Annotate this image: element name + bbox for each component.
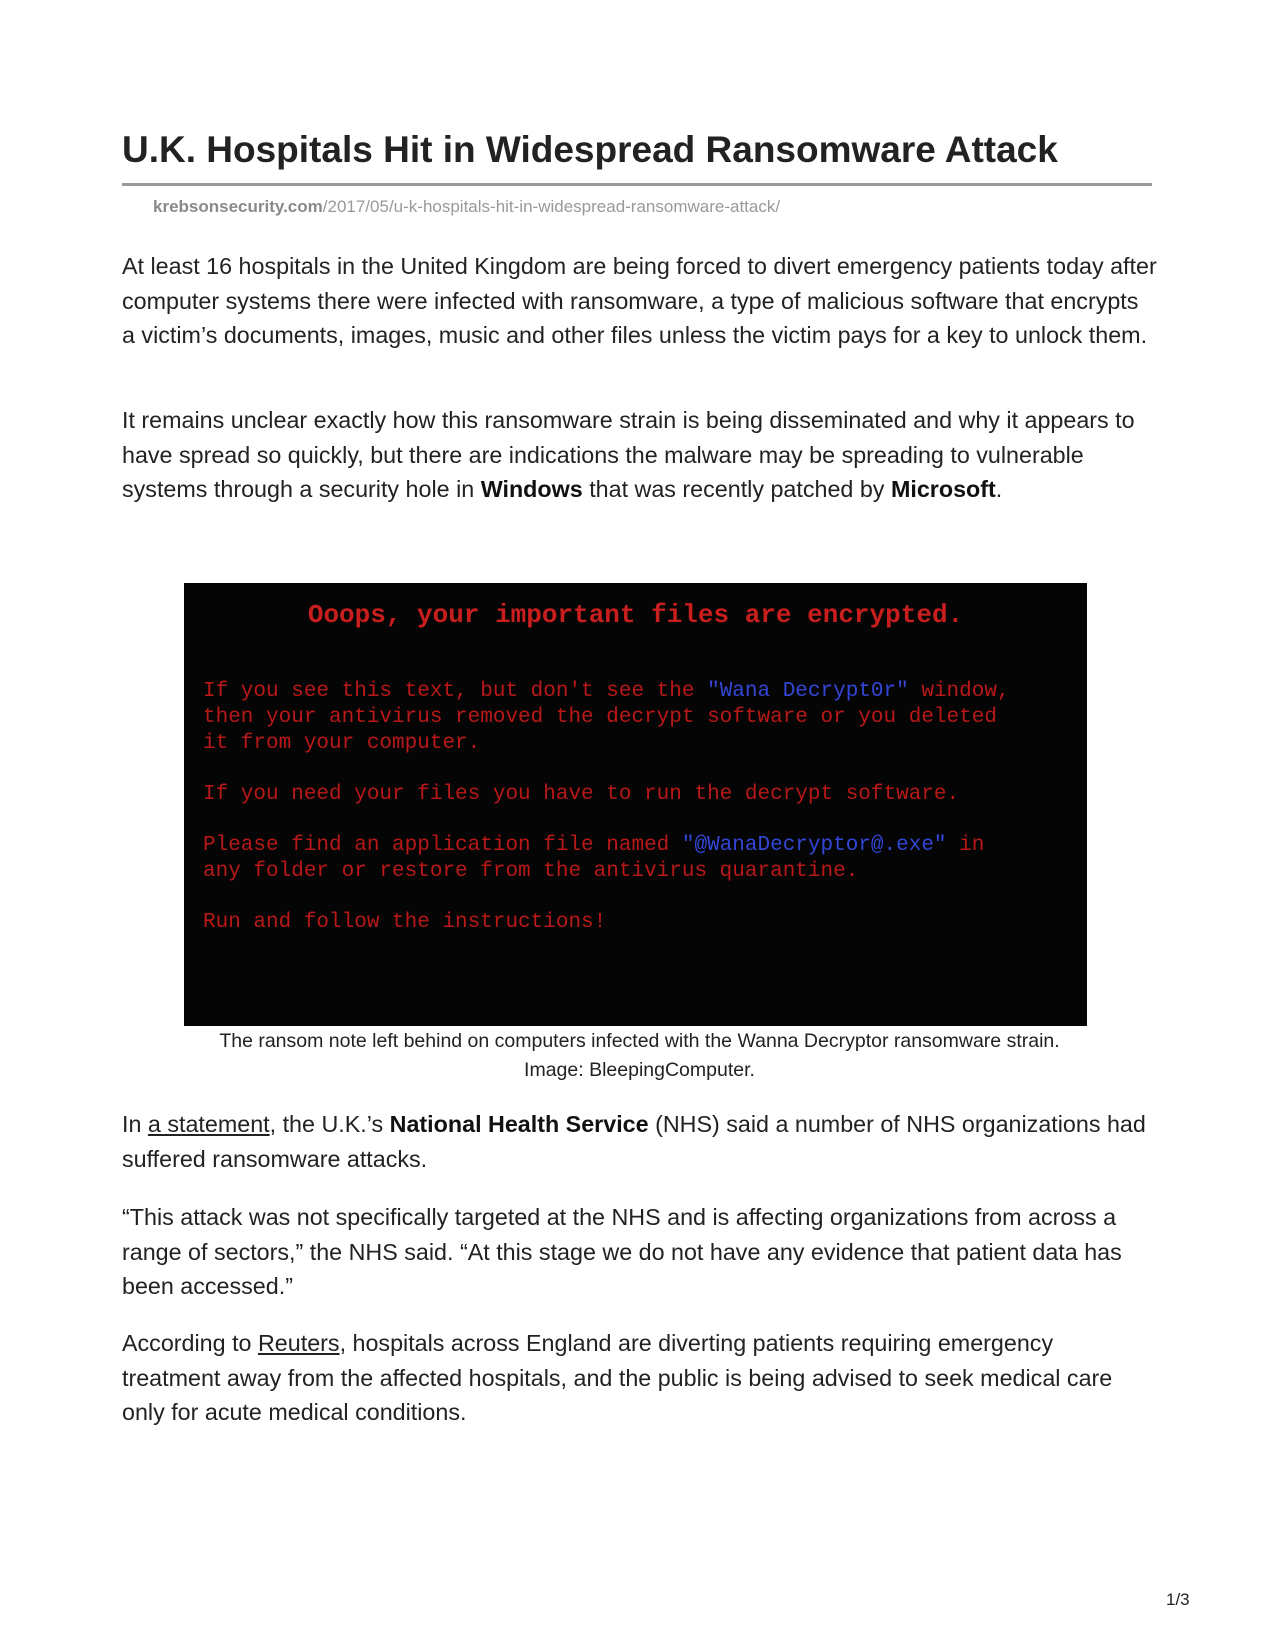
ransom-note-line: it from your computer. [203,732,481,755]
title-divider [122,183,1152,186]
paragraph-quote: “This attack was not specifically targeted at the NHS and is affecting organizations from across a range of sectors,” the NHS said. “At this stage we do not have any evidence that patient data has been accessed.” [122,1204,1122,1299]
ransom-note-line [203,679,1010,705]
ransom-note-text: window, [908,680,1010,703]
ransom-note-text: If you see this text, but don't see the [203,680,708,703]
source-url-path[interactable]: /2017/05/u-k-hospitals-hit-in-widespread-ransomware-attack/ [322,197,781,216]
paragraph-spread-text: It remains unclear exactly how this ransomware strain is being disseminated and why it appears to have spread so quickly, but there are indications the malware may be spreading to vulnerable systems through a security hole in [122,407,1135,502]
ransom-note-headline: Ooops, your important files are encrypted. [307,600,964,630]
paragraph-spread-text: . [995,476,1003,502]
figure-caption-line: The ransom note left behind on computers infected with the Wanna Decryptor ransomware strain. [219,1030,1060,1052]
windows-bold: Windows [480,476,583,502]
ransom-note-line: If you need your files you have to run the decrypt software. [203,783,960,806]
source-url[interactable] [153,196,780,218]
ransom-note-highlight: "Wana Decrypt0r" [707,680,909,703]
ransom-note-highlight: "@WanaDecryptor@.exe" [681,834,947,857]
paragraph-spread [122,403,1157,507]
figure-caption [122,1027,1157,1085]
article-title: U.K. Hospitals Hit in Widespread Ransomware Attack [122,129,1058,170]
paragraph-reuters-text: , hospitals across England are diverting patients requiring emergency treatment away from the affected hospitals, and the public is being advised to seek medical care only for acute medical conditions. [122,1330,1113,1425]
paragraph-statement-text: (NHS) said a number of NHS organizations had suffered ransomware attacks. [122,1111,1146,1172]
paragraph-reuters [122,1326,1157,1430]
figure-caption-credit: Image: BleepingComputer. [524,1059,755,1081]
ransom-note-text: Please find an application file named [203,834,682,857]
paragraph-intro: At least 16 hospitals in the United Kingdom are being forced to divert emergency patients today after computer systems there were infected with ransomware, a type of malicious software that encrypts a victim’s documents, images, music and other files unless the victim pays for a key to unlock them. [122,253,1157,348]
paragraph-statement [122,1107,1157,1176]
paragraph-statement-text: In [122,1111,148,1137]
ransom-note-image [184,583,1087,1026]
ransom-note-line: then your antivirus removed the decrypt software or you deleted [203,706,997,729]
ransom-note-text: in [946,834,985,857]
paragraph-spread-text: that was recently patched by [582,476,891,502]
paragraph-statement-text: , the U.K.’s [269,1111,390,1137]
reuters-link[interactable]: Reuters [257,1330,340,1356]
ransom-note-line [203,833,984,859]
nhs-bold: National Health Service [389,1111,649,1137]
ransom-note-line: any folder or restore from the antivirus quarantine. [203,860,859,883]
paragraph-reuters-text: According to [122,1330,258,1356]
statement-link[interactable]: a statement [147,1111,270,1137]
page-number: 1/3 [1166,1590,1190,1609]
ransom-note-line: Run and follow the instructions! [203,911,607,934]
source-url-domain[interactable]: krebsonsecurity.com [153,197,323,216]
microsoft-bold: Microsoft [890,476,996,502]
